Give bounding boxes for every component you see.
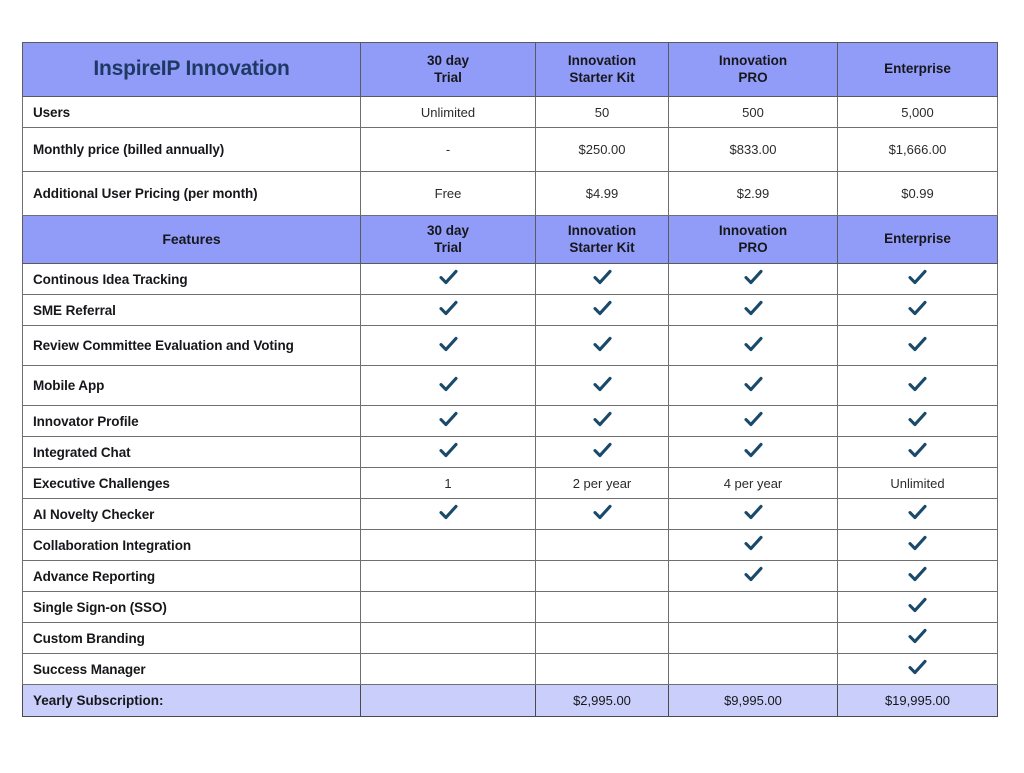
checkmark-icon	[536, 366, 669, 406]
cell-value: $250.00	[536, 128, 669, 172]
checkmark-icon	[669, 295, 838, 326]
cell-value: 2 per year	[536, 468, 669, 499]
cell-value: Free	[361, 172, 536, 216]
cell-value: 50	[536, 97, 669, 128]
check-icon	[908, 442, 927, 459]
cell-empty	[669, 592, 838, 623]
row-label: Continous Idea Tracking	[23, 264, 361, 295]
checkmark-icon	[361, 295, 536, 326]
row-label: Custom Branding	[23, 623, 361, 654]
cell-empty	[361, 623, 536, 654]
check-icon	[744, 504, 763, 521]
checkmark-icon	[669, 366, 838, 406]
plan-name-line1: Enterprise	[884, 231, 951, 247]
row-label: AI Novelty Checker	[23, 499, 361, 530]
checkmark-icon	[361, 499, 536, 530]
check-icon	[593, 442, 612, 459]
check-icon	[908, 566, 927, 583]
row-label: Executive Challenges	[23, 468, 361, 499]
cell-empty	[361, 561, 536, 592]
check-icon	[593, 504, 612, 521]
brand-title: InspireIP Innovation	[23, 43, 361, 97]
row-label: Collaboration Integration	[23, 530, 361, 561]
check-icon	[439, 411, 458, 428]
checkmark-icon	[361, 437, 536, 468]
check-icon	[593, 269, 612, 286]
checkmark-icon	[669, 561, 838, 592]
row-label: SME Referral	[23, 295, 361, 326]
cell-empty	[361, 654, 536, 685]
row-label: Innovator Profile	[23, 406, 361, 437]
pricing-row	[23, 172, 998, 216]
plan-name-line2: Trial	[434, 239, 462, 255]
check-icon	[439, 504, 458, 521]
check-icon	[744, 535, 763, 552]
checkmark-icon	[838, 366, 998, 406]
feature-row	[23, 366, 998, 406]
cell-empty	[361, 592, 536, 623]
pricing-row	[23, 128, 998, 172]
checkmark-icon	[361, 326, 536, 366]
feature-row	[23, 499, 998, 530]
cell-empty	[536, 530, 669, 561]
check-icon	[744, 442, 763, 459]
plan-header-pro	[669, 43, 838, 97]
check-icon	[908, 411, 927, 428]
plan-name-line2: PRO	[738, 239, 768, 255]
checkmark-icon	[669, 437, 838, 468]
check-icon	[908, 269, 927, 286]
check-icon	[593, 336, 612, 353]
check-icon	[908, 628, 927, 645]
feature-row	[23, 561, 998, 592]
brand-header-row	[23, 43, 998, 97]
checkmark-icon	[669, 406, 838, 437]
plan-name-line1: 30 day	[426, 52, 470, 68]
plan-subheader-starter	[536, 216, 669, 264]
checkmark-icon	[838, 623, 998, 654]
plan-name-line1: Innovation	[567, 222, 637, 238]
table-footer	[23, 685, 998, 717]
cell-empty	[361, 530, 536, 561]
features-section	[23, 216, 998, 685]
cell-value: $9,995.00	[669, 685, 838, 717]
feature-row	[23, 295, 998, 326]
plan-header-starter	[536, 43, 669, 97]
check-icon	[908, 597, 927, 614]
checkmark-icon	[669, 499, 838, 530]
cell-value: 1	[361, 468, 536, 499]
checkmark-icon	[838, 264, 998, 295]
cell-value: $4.99	[536, 172, 669, 216]
cell-value: $19,995.00	[838, 685, 998, 717]
check-icon	[439, 442, 458, 459]
plan-name-line2: Starter Kit	[569, 69, 635, 85]
row-label: Advance Reporting	[23, 561, 361, 592]
checkmark-icon	[838, 326, 998, 366]
cell-empty	[536, 592, 669, 623]
cell-value: 5,000	[838, 97, 998, 128]
checkmark-icon	[838, 592, 998, 623]
checkmark-icon	[536, 499, 669, 530]
cell-value: Unlimited	[361, 97, 536, 128]
checkmark-icon	[361, 406, 536, 437]
check-icon	[744, 300, 763, 317]
check-icon	[439, 300, 458, 317]
feature-row	[23, 654, 998, 685]
checkmark-icon	[536, 326, 669, 366]
check-icon	[744, 376, 763, 393]
row-label: Additional User Pricing (per month)	[23, 172, 361, 216]
check-icon	[908, 300, 927, 317]
check-icon	[744, 566, 763, 583]
feature-row	[23, 406, 998, 437]
row-label: Yearly Subscription:	[23, 685, 361, 717]
cell-empty	[669, 654, 838, 685]
checkmark-icon	[838, 654, 998, 685]
pricing-section	[23, 97, 998, 216]
cell-empty	[361, 685, 536, 717]
checkmark-icon	[669, 264, 838, 295]
plan-name-line2: Starter Kit	[569, 239, 635, 255]
check-icon	[439, 376, 458, 393]
cell-value: Unlimited	[838, 468, 998, 499]
checkmark-icon	[536, 406, 669, 437]
cell-value: $1,666.00	[838, 128, 998, 172]
pricing-table-container	[22, 42, 997, 717]
check-icon	[908, 535, 927, 552]
cell-empty	[536, 561, 669, 592]
checkmark-icon	[361, 264, 536, 295]
check-icon	[908, 376, 927, 393]
checkmark-icon	[838, 561, 998, 592]
checkmark-icon	[838, 406, 998, 437]
features-header-label: Features	[23, 216, 361, 264]
check-icon	[908, 504, 927, 521]
checkmark-icon	[536, 264, 669, 295]
feature-row	[23, 623, 998, 654]
feature-row	[23, 468, 998, 499]
checkmark-icon	[838, 295, 998, 326]
checkmark-icon	[361, 366, 536, 406]
row-label: Users	[23, 97, 361, 128]
features-header-row	[23, 216, 998, 264]
cell-value: -	[361, 128, 536, 172]
feature-row	[23, 530, 998, 561]
check-icon	[593, 411, 612, 428]
row-label: Single Sign-on (SSO)	[23, 592, 361, 623]
check-icon	[593, 376, 612, 393]
pricing-comparison-table	[22, 42, 998, 717]
plan-name-line2: Trial	[434, 69, 462, 85]
row-label: Review Committee Evaluation and Voting	[23, 326, 361, 366]
plan-name-line2: PRO	[738, 69, 768, 85]
check-icon	[908, 336, 927, 353]
row-label: Monthly price (billed annually)	[23, 128, 361, 172]
cell-empty	[669, 623, 838, 654]
row-label: Mobile App	[23, 366, 361, 406]
feature-row	[23, 592, 998, 623]
checkmark-icon	[536, 295, 669, 326]
plan-subheader-trial	[361, 216, 536, 264]
feature-row	[23, 326, 998, 366]
checkmark-icon	[536, 437, 669, 468]
cell-empty	[536, 654, 669, 685]
plan-subheader-pro	[669, 216, 838, 264]
plan-name-line1: Enterprise	[884, 61, 951, 77]
cell-value: $833.00	[669, 128, 838, 172]
checkmark-icon	[838, 437, 998, 468]
row-label: Integrated Chat	[23, 437, 361, 468]
cell-value: 4 per year	[669, 468, 838, 499]
plan-subheader-ent	[838, 216, 998, 264]
plan-name-line1: Innovation	[718, 52, 788, 68]
plan-name-line1: 30 day	[426, 222, 470, 238]
cell-value: $2,995.00	[536, 685, 669, 717]
plan-header-trial	[361, 43, 536, 97]
plan-name-line1: Innovation	[718, 222, 788, 238]
checkmark-icon	[669, 530, 838, 561]
cell-empty	[536, 623, 669, 654]
row-label: Success Manager	[23, 654, 361, 685]
checkmark-icon	[669, 326, 838, 366]
cell-value: $0.99	[838, 172, 998, 216]
check-icon	[744, 269, 763, 286]
pricing-row	[23, 97, 998, 128]
cell-value: $2.99	[669, 172, 838, 216]
plan-header-enterprise	[838, 43, 998, 97]
check-icon	[439, 269, 458, 286]
cell-value: 500	[669, 97, 838, 128]
checkmark-icon	[838, 499, 998, 530]
check-icon	[744, 411, 763, 428]
feature-row	[23, 437, 998, 468]
plan-name-line1: Innovation	[567, 52, 637, 68]
check-icon	[744, 336, 763, 353]
check-icon	[439, 336, 458, 353]
check-icon	[908, 659, 927, 676]
feature-row	[23, 264, 998, 295]
table-header	[23, 43, 998, 97]
check-icon	[593, 300, 612, 317]
checkmark-icon	[838, 530, 998, 561]
yearly-subscription-row	[23, 685, 998, 717]
